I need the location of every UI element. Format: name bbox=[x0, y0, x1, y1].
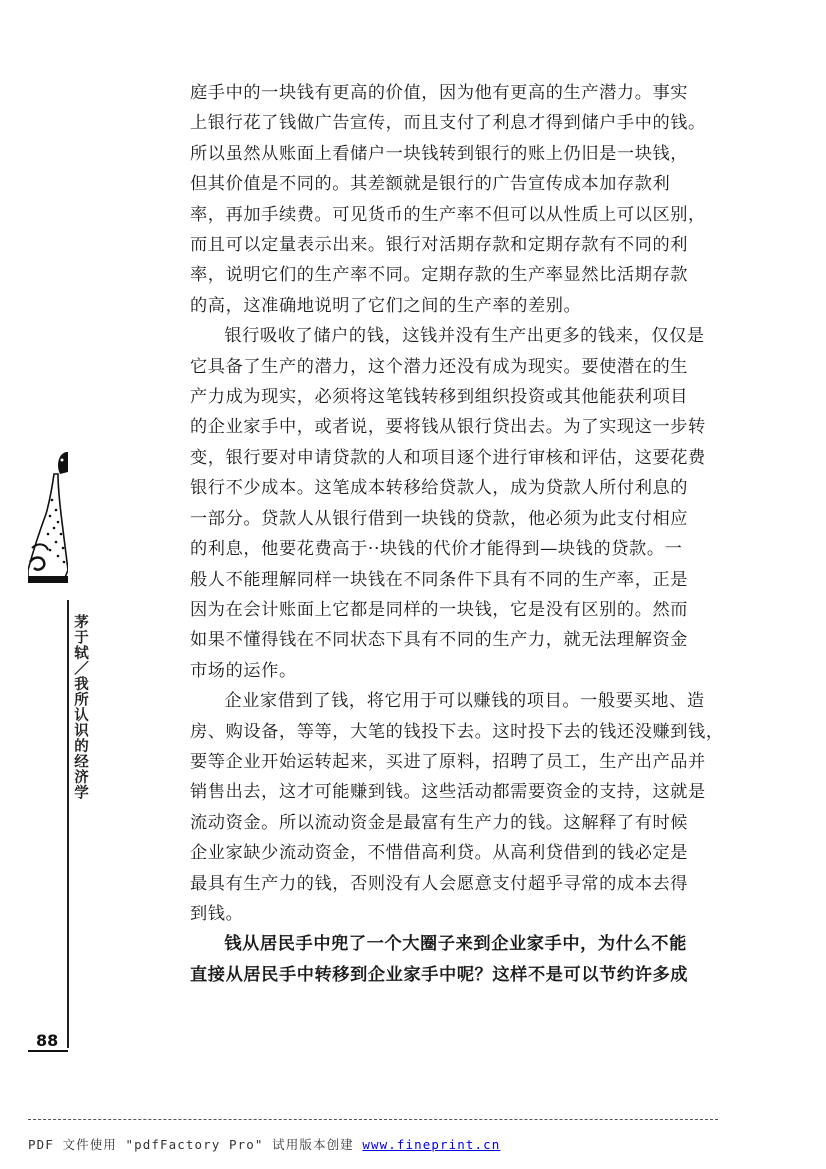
running-title: 茅于轼／我所认识的经济学 bbox=[72, 614, 88, 800]
paragraph-1 bbox=[190, 78, 746, 321]
sidebar-ornament-area bbox=[28, 430, 68, 1060]
text-line: 所以虽然从账面上看储户一块钱转到银行的账上仍旧是一块钱， bbox=[190, 143, 689, 164]
bottom-divider bbox=[28, 1119, 718, 1120]
text-line: 直接从居民手中转移到企业家手中呢？这样不是可以节约许多成 bbox=[190, 964, 689, 985]
text-line: 般人不能理解同样一块钱在不同条件下具有不同的生产率，正是 bbox=[190, 569, 689, 590]
text-line: 因为在会计账面上它都是同样的一块钱，它是没有区别的。然而 bbox=[190, 599, 689, 620]
text-line: 要等企业开始运转起来，买进了原料，招聘了员工，生产出产品并 bbox=[190, 751, 706, 772]
paragraph-2 bbox=[190, 321, 746, 686]
footer-text: PDF 文件使用 "pdfFactory Pro" 试用版本创建 bbox=[28, 1137, 363, 1152]
text-line: 市场的运作。 bbox=[190, 660, 297, 681]
paragraph-3 bbox=[190, 686, 746, 929]
text-line: 的利息，他要花费高于··块钱的代价才能得到—块钱的贷款。一 bbox=[190, 539, 683, 560]
text-line: 销售出去，这才可能赚到钱。这些活动都需要资金的支持，这就是 bbox=[190, 782, 706, 803]
text-line: 率，再加手续费。可见货币的生产率不但可以从性质上可以区别， bbox=[190, 204, 706, 225]
text-line: 的高，这准确地说明了它们之间的生产率的差别。 bbox=[190, 295, 582, 316]
text-line: 但其价值是不同的。其差额就是银行的广告宣传成本加存款利 bbox=[190, 174, 671, 195]
text-line: 一部分。贷款人从银行借到一块钱的贷款，他必须为此支付相应 bbox=[190, 508, 689, 529]
text-line: 银行不少成本。这笔成本转移给贷款人，成为贷款人所付利息的 bbox=[190, 478, 689, 499]
page-number: 88 bbox=[36, 1031, 59, 1050]
text-line: 而且可以定量表示出来。银行对活期存款和定期存款有不同的利 bbox=[190, 235, 689, 256]
decorative-bird-ornament-icon bbox=[28, 430, 68, 590]
text-line: 的企业家手中，或者说，要将钱从银行贷出去。为了实现这一步转 bbox=[190, 417, 706, 438]
page-number-rule bbox=[28, 1050, 68, 1052]
text-line: 企业家缺少流动资金，不惜借高利贷。从高利贷借到的钱必定是 bbox=[190, 843, 689, 864]
text-line: 如果不懂得钱在不同状态下具有不同的生产力，就无法理解资金 bbox=[190, 630, 689, 651]
text-line: 庭手中的一块钱有更高的价值，因为他有更高的生产潜力。事实 bbox=[190, 83, 689, 103]
text-line: 流动资金。所以流动资金是最富有生产力的钱。这解释了有时候 bbox=[190, 812, 689, 833]
page-body bbox=[190, 78, 746, 990]
text-line: 产力成为现实，必须将这笔钱转移到组织投资或其他能获利项目 bbox=[190, 387, 689, 408]
text-line: 银行吸收了储户的钱，这钱并没有生产出更多的钱来，仅仅是 bbox=[224, 326, 705, 347]
text-line: 企业家借到了钱，将它用于可以赚钱的项目。一般要买地、造 bbox=[224, 691, 705, 712]
text-line: 变，银行要对申请贷款的人和项目逐个进行审核和评估，这要花费 bbox=[190, 447, 706, 468]
text-line: 到钱。 bbox=[190, 903, 244, 924]
text-line: 房、购设备，等等，大笔的钱投下去。这时投下去的钱还没赚到钱， bbox=[190, 721, 724, 742]
text-line: 上银行花了钱做广告宣传，而且支付了利息才得到储户手中的钱。 bbox=[190, 113, 706, 134]
pdf-footer bbox=[28, 1135, 500, 1153]
text-line: 钱从居民手中兜了一个大圈子来到企业家手中，为什么不能 bbox=[224, 934, 687, 955]
paragraph-4 bbox=[190, 929, 746, 990]
text-line: 它具备了生产的潜力，这个潜力还没有成为现实。要使潜在的生 bbox=[190, 356, 689, 377]
text-line: 最具有生产力的钱，否则没有人会愿意支付超乎寻常的成本去得 bbox=[190, 873, 689, 894]
text-line: 率，说明它们的生产率不同。定期存款的生产率显然比活期存款 bbox=[190, 265, 689, 286]
footer-link[interactable]: www.fineprint.cn bbox=[362, 1137, 501, 1152]
